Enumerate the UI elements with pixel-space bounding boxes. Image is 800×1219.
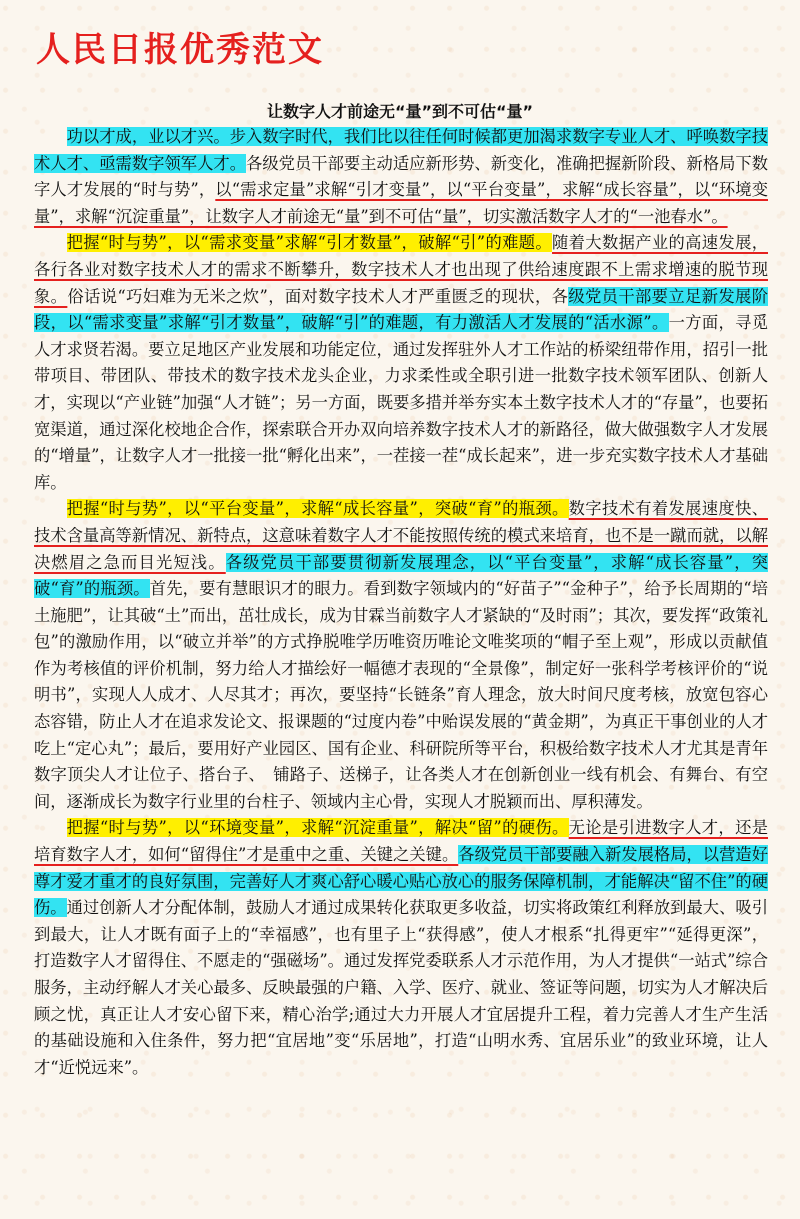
- article-title: 让数字人才前途无“量”到不可估“量”: [266, 102, 534, 121]
- masthead-title: 人民日报优秀范文: [36, 30, 324, 70]
- paragraph-4-highlight: 各级党员干部要融入新发展格局，以营造好尊才爱才重才的良好氛围，完善好人才爽心舒心暖心贴心放心的服务保障机制，才能解决“留不住”的硬伤。: [34, 845, 768, 918]
- article-body: [34, 124, 768, 1081]
- paragraph-1-text: 各级党员干部要主动适应新形势、新变化，准确把握新阶段、新格局下数字人才发展的“时与势”，: [34, 153, 768, 200]
- paragraph-2-underlined: 随着大数据产业的高速发展，各行各业对数字技术人才的需求不断攀升，数字技术人才也出现了供给速度跟不上需求增速的脱节现象。: [34, 233, 768, 306]
- paragraph-2-text-a: 俗话说“巧妇难为无米之炊”，面对数字技术人才严重匮乏的现状，各: [67, 286, 569, 306]
- paragraph-3-lead: 把握“时与势”，以“平台变量”，求解“成长容量”，突破“育”的瓶颈。: [66, 499, 569, 519]
- paragraph-3-underlined: 数字技术有着发展速度快、技术含量高等新情况、新特点，这意味着数字人才不能按照传统的模式来培育，也不是一蹴而就，以解决燃眉之急而目光短浅。: [34, 499, 768, 572]
- paragraph-4-underlined: 无论是引进数字人才，还是培育数字人才，如何“留得住”才是重中之重、关键之关键。: [34, 818, 768, 865]
- paragraph-2: [34, 230, 768, 496]
- paragraph-1: [34, 124, 768, 230]
- paragraph-4-text: 通过创新人才分配体制，鼓励人才通过成果转化获取更多收益，切实将政策红利释放到最大、吸引到最大，让人才既有面子上的“幸福感”，也有里子上“获得感”，使人才根系“扎得更牢”“延得更深”，打造数字人才留得住、不愿走的“强磁场”。通过发挥党委联系人才示范作用，为人才提供“一站式”综合服务，主动纾解人才关心最多、反映最强的户籍、入学、医疗、就业、签证等问题，切实为人才解决后顾之忧，真正让人才安心留下来，精心治学;通过大力开展人才宜居提升工程，着力完善人才生产生活的基础设施和入住条件，努力把“宜居地”变“乐居地”，打造“山明水秀、宜居乐业”的致业环境，让人才“近悦远来”。: [34, 898, 768, 1077]
- paragraph-1-underlined: 以“需求定量”求解“引才变量”，以“平台变量”，求解“成长容量”，以“环境变量”，求解“沉淀重量”，让数字人才前途无“量”到不可估“量”，切实激活数字人才的“一池春水”。: [34, 180, 768, 226]
- paragraph-3-highlight: 各级党员干部要贯彻新发展理念，以“平台变量”，求解“成长容量”，突破“育”的瓶颈。: [34, 552, 768, 599]
- paragraph-1-lead: 功以才成，业以才兴。步入数字时代，我们比以往任何时候都更加渴求数字专业人才、呼唤数字技术人才、亟需数字领军人才。: [34, 127, 768, 173]
- paragraph-2-text-b: 一方面，寻觅人才求贤若渴。要立足地区产业发展和功能定位，通过发挥驻外人才工作站的桥梁纽带作用，招引一批带项目、带团队、带技术的数字技术龙头企业，力求柔性或全职引进一批数字技术领军团队、创新人才，实现以“产业链”加强“人才链”；另一方面，既要多措并举夯实本土数字技术人才的“存量”，也要拓宽渠道，通过深化校地企合作，探索联合开办双向培养数字技术人才的新路径，做大做强数字人才发展的“增量”，让数字人才一批接一批“孵化出来”，一茬接一茬“成长起来”，进一步充实数字技术人才基础库。: [34, 313, 768, 492]
- paragraph-2-lead: 把握“时与势”，以“需求变量”求解“引才数量”，破解“引”的难题。: [66, 233, 553, 253]
- paragraph-4-lead: 把握“时与势”，以“环境变量”，求解“沉淀重量”，解决“留”的硬伤。: [66, 818, 569, 838]
- paragraph-2-highlight: 级党员干部要立足新发展阶段，以“需求变量”求解“引才数量”，破解“引”的难题，有力激活人才发展的“活水源”。: [34, 286, 768, 333]
- paragraph-3: [34, 496, 768, 815]
- paragraph-4: [34, 815, 768, 1081]
- paragraph-3-text: 首先，要有慧眼识才的眼力。看到数字领域内的“好苗子”“金种子”，给予长周期的“培土施肥”，让其破“土”而出，茁壮成长，成为甘霖当前数字人才紧缺的“及时雨”；其次，要发挥“政策礼包”的激励作用，以“破立并举”的方式挣脱唯学历唯资历唯论文唯奖项的“帽子至上观”，形成以贡献值作为考核值的评价机制，努力给人才描绘好一幅德才表现的“全景像”，制定好一张科学考核评价的“说明书”，实现人人成才、人尽其才；再次，要坚持“长链条”育人理念，放大时间尺度考核，放宽包容心态容错，防止人才在追求发论文、报课题的“过度内卷”中贻误发展的“黄金期”，为真正干事创业的人才吃上“定心丸”；最后，要用好产业园区、国有企业、科研院所等平台，积极给数字技术人才尤其是青年数字顶尖人才让位子、搭台子、 铺路子、送梯子，让各类人才在创新创业一线有机会、有舞台、有空间，逐渐成长为数字行业里的台柱子、领域内主心骨，实现人才脱颖而出、厚积薄发。: [34, 579, 768, 811]
